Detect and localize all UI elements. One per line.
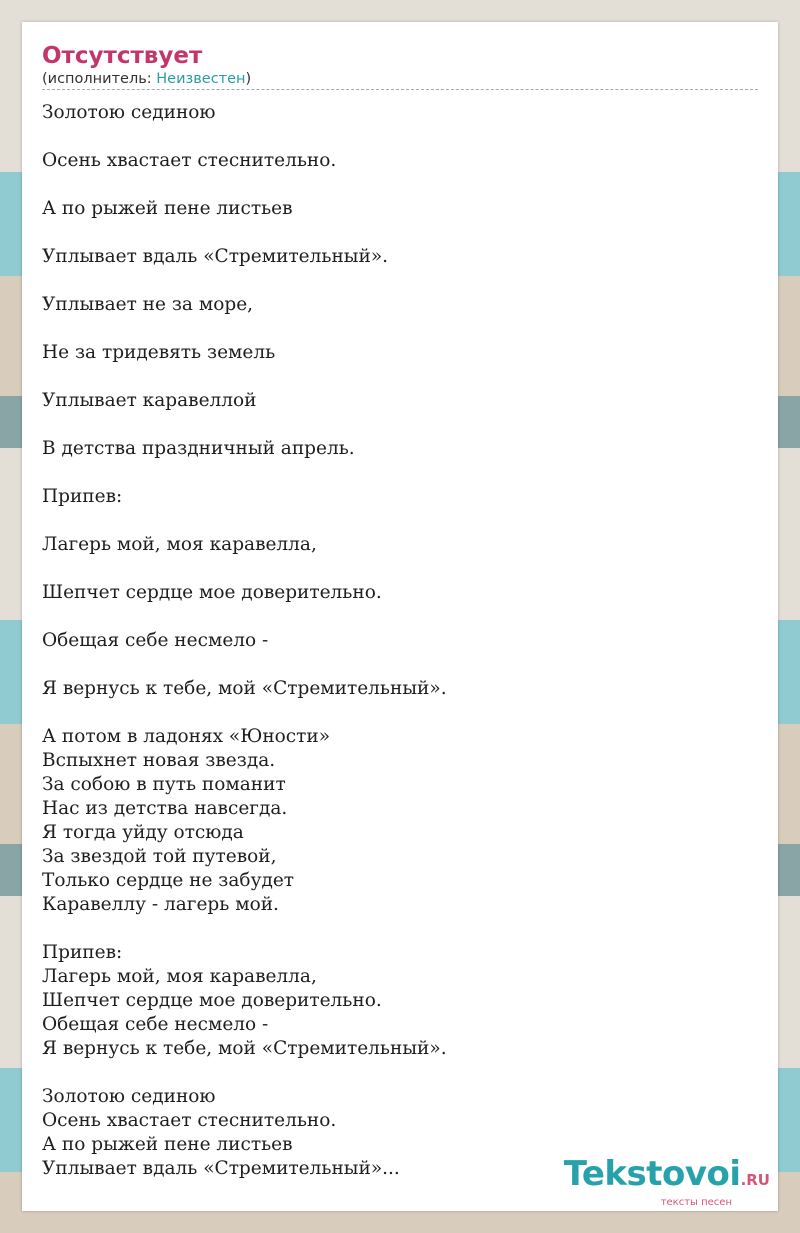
site-logo[interactable] [563, 1154, 770, 1209]
lyric-line: Каравеллу - лагерь мой. [42, 894, 279, 915]
lyric-line: Я вернусь к тебе, мой «Стремительный». [42, 1038, 447, 1059]
lyric-blank-line [42, 1061, 758, 1085]
lyric-line: Осень хвастает стеснительно. [42, 150, 337, 171]
lyric-line: Нас из детства навсегда. [42, 798, 288, 819]
lyric-line: Припев: [42, 486, 123, 507]
logo-tld: .RU [740, 1171, 770, 1189]
lyric-line: Я вернусь к тебе, мой «Стремительный». [42, 678, 447, 699]
artist-link[interactable]: Неизвестен [156, 71, 246, 87]
lyric-blank-line [42, 173, 758, 197]
lyric-blank-line [42, 461, 758, 485]
logo-name: Tekstovoi [563, 1154, 741, 1194]
lyric-line: Не за тридевять земель [42, 342, 276, 363]
lyric-line: Обещая себе несмело - [42, 1014, 269, 1035]
lyric-line: Шепчет сердце мое доверительно. [42, 990, 382, 1011]
lyric-line: За собою в путь поманит [42, 774, 286, 795]
lyric-blank-line [42, 413, 758, 437]
lyrics-text [42, 101, 758, 1181]
lyric-blank-line [42, 605, 758, 629]
lyric-line: Я тогда уйду отсюда [42, 822, 244, 843]
lyric-line: А по рыжей пене листьев [42, 1134, 293, 1155]
lyric-line: Золотою сединою [42, 102, 216, 123]
lyric-line: Только сердце не забудет [42, 870, 295, 891]
lyric-blank-line [42, 125, 758, 149]
lyric-line: А потом в ладонях «Юности» [42, 726, 331, 747]
lyric-line: Шепчет сердце мое доверительно. [42, 582, 382, 603]
lyric-line: В детства праздничный апрель. [42, 438, 355, 459]
lyric-line: Уплывает вдаль «Стремительный»... [42, 1158, 400, 1179]
lyric-line: Лагерь мой, моя каравелла, [42, 534, 317, 555]
artist-prefix: (исполнитель: [42, 71, 157, 87]
artist-suffix: ) [245, 71, 252, 87]
lyric-line: Лагерь мой, моя каравелла, [42, 966, 317, 987]
song-title: Отсутствует [42, 43, 203, 69]
lyric-line: А по рыжей пене листьев [42, 198, 293, 219]
lyric-blank-line [42, 509, 758, 533]
lyrics-card [22, 22, 778, 1211]
lyric-line: Золотою сединою [42, 1086, 216, 1107]
lyric-line: Обещая себе несмело - [42, 630, 269, 651]
lyric-blank-line [42, 365, 758, 389]
logo-tagline: тексты песен [660, 1197, 732, 1208]
song-header [42, 42, 758, 90]
lyric-blank-line [42, 221, 758, 245]
lyric-line: Уплывает не за море, [42, 294, 254, 315]
lyric-blank-line [42, 701, 758, 725]
lyric-line: Припев: [42, 942, 123, 963]
lyric-blank-line [42, 917, 758, 941]
lyric-line: Осень хвастает стеснительно. [42, 1110, 337, 1131]
lyric-line: Уплывает каравеллой [42, 390, 257, 411]
lyric-blank-line [42, 269, 758, 293]
lyric-blank-line [42, 557, 758, 581]
lyric-line: Вспыхнет новая звезда. [42, 750, 276, 771]
lyric-blank-line [42, 653, 758, 677]
artist-line [42, 70, 758, 88]
lyric-line: Уплывает вдаль «Стремительный». [42, 246, 389, 267]
lyric-line: За звездой той путевой, [42, 846, 277, 867]
lyric-blank-line [42, 317, 758, 341]
